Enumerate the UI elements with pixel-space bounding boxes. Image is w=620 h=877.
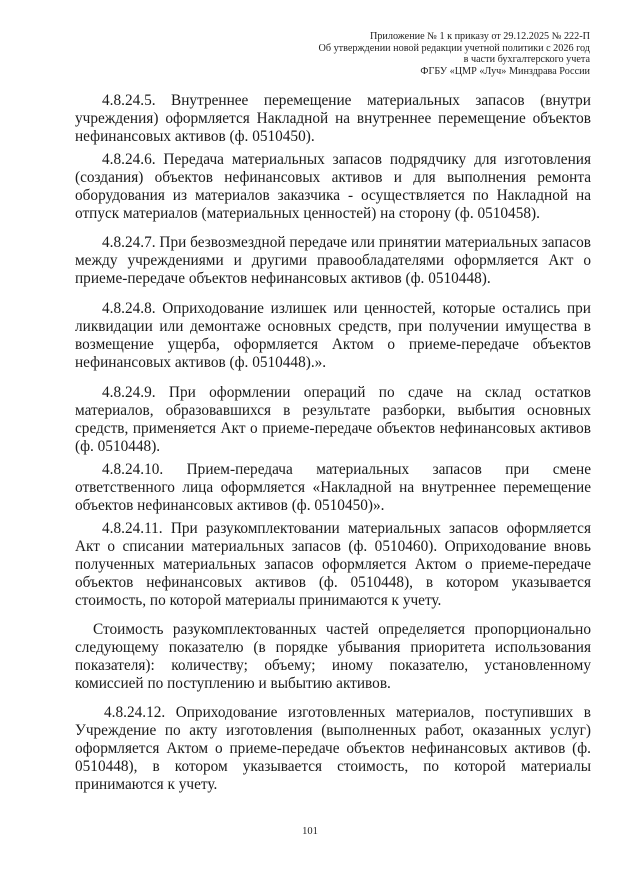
- paragraph-4-8-24-7: 4.8.24.7. При безвозмездной передаче или принятии материальных запасов между учреждениями и другими правообладателями оформляется Акт о приеме-передаче объектов нефинансовых активов (ф. 0510448).: [75, 234, 591, 287]
- paragraph-4-8-24-12: 4.8.24.12. Оприходование изготовленных материалов, поступивших в Учреждение по акту изготовления (выполненных работ, оказанных услуг) оформляется Актом о приеме-передаче объектов нефинансовых активов (ф. 0510448), в котором указывается стоимость, по которой материалы принимаются к учету.: [75, 704, 591, 793]
- page-number: 101: [302, 826, 318, 837]
- header-line-scope: в части бухгалтерского учета: [463, 54, 590, 66]
- header-line-title: Об утверждении новой редакции учетной политики с 2026 год: [318, 42, 590, 54]
- paragraph-4-8-24-11: 4.8.24.11. При разукомплектовании материальных запасов оформляется Акт о списании материальных запасов (ф. 0510460). Оприходование вновь полученных материальных запасов оформляется Актом о приеме-передаче объектов нефинансовых активов (ф. 0510448), в котором указывается стоимость, по которой материалы принимаются к учету.: [75, 520, 591, 609]
- paragraph-cost-allocation: Стоимость разукомплектованных частей определяется пропорционально следующему показателю (в порядке убывания приоритета использования показателя): количеству; объему; иному показателю, установленному комиссией по поступлению и выбытию активов.: [75, 621, 591, 692]
- header-line-organization: ФГБУ «ЦМР «Луч» Минздрава России: [420, 65, 590, 77]
- header-line-order: Приложение № 1 к приказу от 29.12.2025 № 222-П: [369, 31, 590, 42]
- paragraph-4-8-24-5: 4.8.24.5. Внутреннее перемещение материальных запасов (внутри учреждения) оформляется Накладной на внутреннее перемещение объектов нефинансовых активов (ф. 0510450).: [75, 92, 591, 145]
- document-header: [230, 31, 590, 77]
- paragraph-4-8-24-8: 4.8.24.8. Оприходование излишек или ценностей, которые остались при ликвидации или демонтаже основных средств, при получении имущества в возмещение ущерба, оформляется Актом о приеме-передаче объектов нефинансовых активов (ф. 0510448).».: [75, 300, 591, 371]
- document-body: [75, 92, 591, 794]
- paragraph-4-8-24-9: 4.8.24.9. При оформлении операций по сдаче на склад остатков материалов, образовавшихся в результате разборки, выбытия основных средств, применяется Акт о приеме-передаче объектов нефинансовых активов (ф. 0510448).: [75, 384, 591, 455]
- paragraph-4-8-24-10: 4.8.24.10. Прием-передача материальных запасов при смене ответственного лица оформляется «Накладной на внутреннее перемещение объектов нефинансовых активов (ф. 0510450)».: [75, 461, 591, 514]
- paragraph-4-8-24-6: 4.8.24.6. Передача материальных запасов подрядчику для изготовления (создания) объектов нефинансовых активов и для выполнения ремонта оборудования из материалов заказчика - осуществляется по Накладной на отпуск материалов (материальных ценностей) на сторону (ф. 0510458).: [75, 151, 591, 222]
